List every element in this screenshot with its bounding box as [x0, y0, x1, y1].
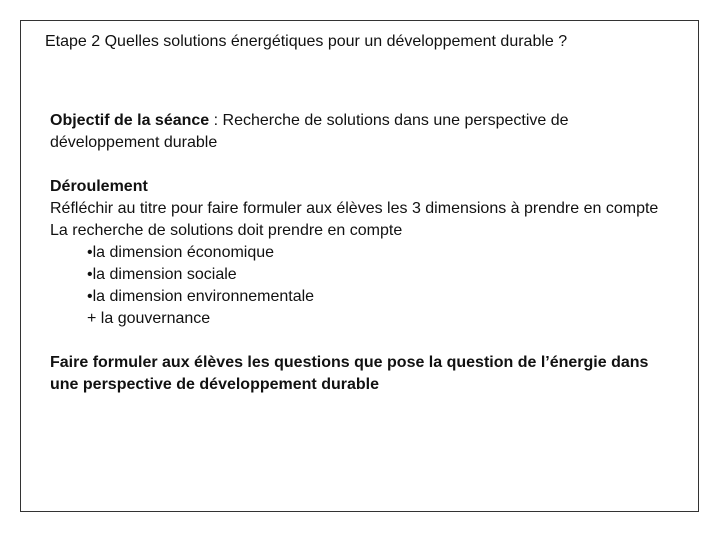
- list-item: + la gouvernance: [87, 310, 211, 327]
- conclusion-paragraph: Faire formuler aux élèves les questions que pose la question de l’énergie dans une perspective de développement durable: [50, 354, 649, 393]
- spacer: [50, 330, 680, 352]
- list-item: •la dimension environnementale: [87, 288, 315, 305]
- objective-text: : Recherche de solutions dans une perspective de développement durable: [50, 112, 569, 151]
- objective-label: Objectif de la séance: [50, 112, 210, 129]
- deroulement-line-2: La recherche de solutions doit prendre en compte: [50, 222, 403, 239]
- slide-title: Etape 2 Quelles solutions énergétiques pour un développement durable ?: [45, 33, 568, 50]
- list-item: •la dimension économique: [87, 244, 275, 261]
- dimensions-list: [50, 242, 680, 330]
- deroulement-line-1: Réfléchir au titre pour faire formuler aux élèves les 3 dimensions à prendre en compte: [50, 200, 659, 217]
- slide-content: [50, 110, 680, 396]
- deroulement-heading: Déroulement: [50, 178, 148, 195]
- list-item: •la dimension sociale: [87, 266, 237, 283]
- spacer: [50, 154, 680, 176]
- objective-paragraph: [50, 110, 680, 154]
